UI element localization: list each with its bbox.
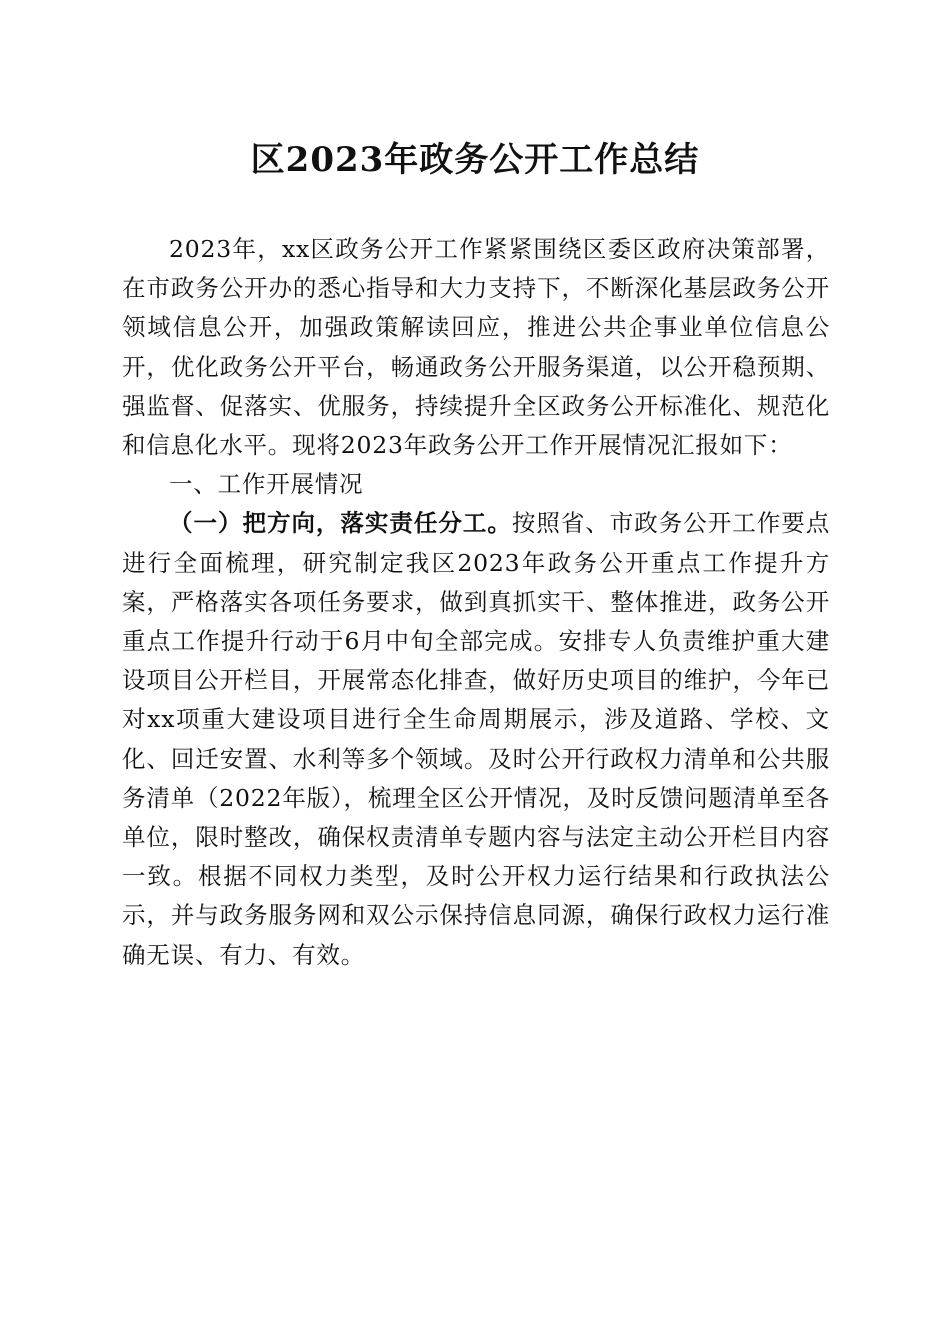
section-heading-1: 一、工作开展情况 [169,470,364,499]
intro-paragraph: 2023年，xx区政务公开工作紧紧围绕区委区政府决策部署，在市政务公开办的悉心指导和大力支持下，不断深化基层政务公开领域信息公开，加强政策解读回应，推进公共企事业单位信息公开，优化政务公开平台，畅通政务公开服务渠道，以公开稳预期、强监督、促落实、优服务，持续提升全区政务公开标准化、规范化和信息化水平。现将2023年政务公开工作开展情况汇报如下： [122,235,830,460]
document-body [122,230,830,975]
document-title: 区2023年政务公开工作总结 [250,140,700,180]
subsection-lead-1: （一）把方向，落实责任分工。 [169,509,512,538]
subsection-body-1: 按照省、市政务公开工作要点进行全面梳理，研究制定我区2023年政务公开重点工作提升方案，严格落实各项任务要求，做到真抓实干、整体推进，政务公开重点工作提升行动于6月中旬全部完成。安排专人负责维护重大建设项目公开栏目，开展常态化排查，做好历史项目的维护，今年已对xx项重大建设项目进行全生命周期展示，涉及道路、学校、文化、回迁安置、水利等多个领域。及时公开行政权力清单和公共服务清单（2022年版），梳理全区公开情况，及时反馈问题清单至各单位，限时整改，确保权责清单专题内容与法定主动公开栏目内容一致。根据不同权力类型，及时公开权力运行结果和行政执法公示，并与政务服务网和双公示保持信息同源，确保行政权力运行准确无误、有力、有效。 [122,509,831,969]
subsection-paragraph-1 [122,504,830,974]
